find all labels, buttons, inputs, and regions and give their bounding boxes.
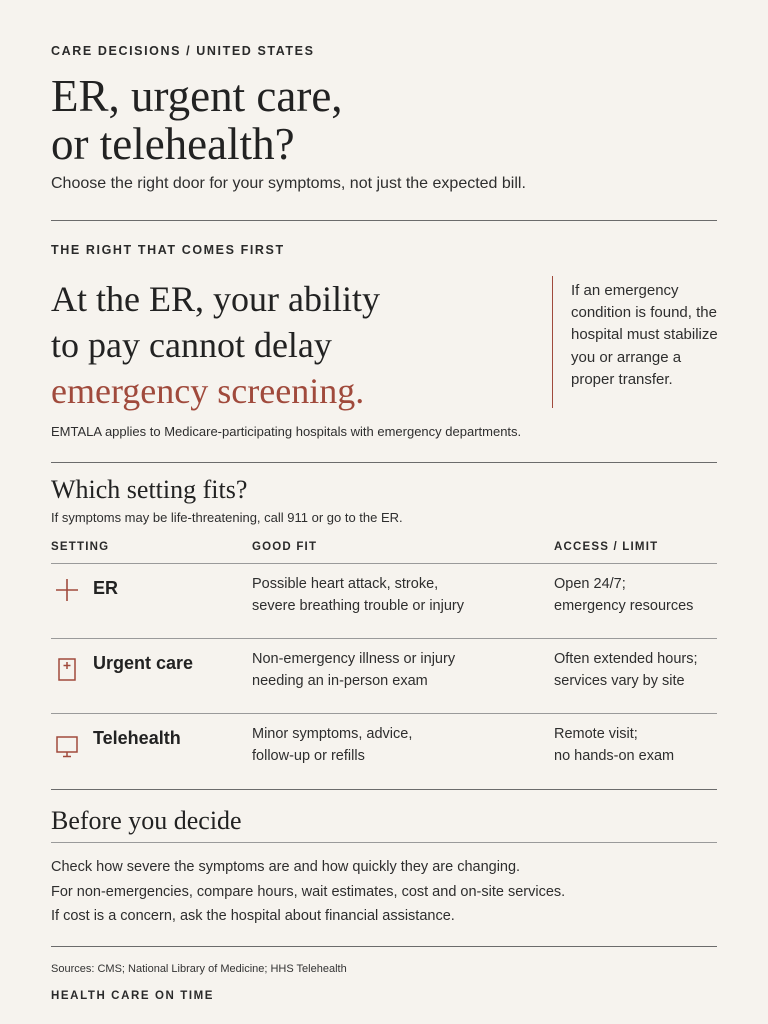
tip-item: Check how severe the symptoms are and how quickly they are changing.: [51, 859, 521, 875]
column-header-good-fit: GOOD FIT: [252, 541, 318, 553]
table-rule: [51, 638, 717, 639]
rights-headline-line-1: At the ER, your ability: [51, 279, 380, 319]
access-line: services vary by site: [554, 673, 685, 689]
access-cell: [554, 723, 674, 767]
setting-name: Telehealth: [93, 728, 181, 748]
settings-subheading: If symptoms may be life-threatening, call 911 or go to the ER.: [51, 510, 403, 525]
good-fit-line: needing an in-person exam: [252, 673, 428, 689]
good-fit-cell: [252, 573, 464, 617]
divider: [51, 462, 717, 463]
divider: [51, 946, 717, 947]
rights-headline-line-2: to pay cannot delay: [51, 325, 332, 365]
footer-brand: HEALTH CARE ON TIME: [51, 990, 215, 1002]
setting-name: Urgent care: [93, 653, 194, 673]
good-fit-cell: [252, 648, 455, 692]
column-header-access: ACCESS / LIMIT: [554, 541, 659, 553]
aside-accent-bar: [552, 276, 553, 408]
title-line-2: or telehealth?: [51, 119, 295, 169]
title-line-1: ER, urgent care,: [51, 71, 343, 121]
page-title: [51, 72, 343, 168]
table-rule: [51, 563, 717, 564]
good-fit-line: Non-emergency illness or injury: [252, 651, 456, 667]
access-line: Remote visit;: [554, 726, 638, 742]
rights-headline-accent: emergency screening.: [51, 371, 365, 411]
setting-name: ER: [93, 578, 119, 598]
good-fit-line: follow-up or refills: [252, 748, 365, 764]
rights-kicker: THE RIGHT THAT COMES FIRST: [51, 243, 285, 257]
divider: [51, 842, 717, 843]
tip-item: If cost is a concern, ask the hospital about financial assistance.: [51, 908, 455, 924]
rights-aside: If an emergency condition is found, the hospital must stabilize you or arrange a proper transfer.: [571, 282, 718, 388]
table-row-urgent-care: [51, 640, 717, 715]
before-heading: Before you decide: [51, 806, 242, 835]
access-line: Open 24/7;: [554, 576, 626, 592]
divider: [51, 220, 717, 221]
column-header-setting: SETTING: [51, 541, 110, 553]
emtala-note: EMTALA applies to Medicare-participating hospitals with emergency departments.: [51, 424, 522, 439]
plus-cross-icon: [55, 578, 79, 602]
section-kicker: CARE DECISIONS / UNITED STATES: [51, 44, 315, 58]
monitor-icon: [55, 734, 79, 758]
clinic-building-icon: [55, 657, 79, 681]
rights-headline: [51, 276, 380, 414]
access-line: emergency resources: [554, 598, 694, 614]
access-cell: [554, 573, 693, 617]
divider: [51, 789, 717, 790]
access-line: Often extended hours;: [554, 651, 698, 667]
good-fit-line: Minor symptoms, advice,: [252, 726, 413, 742]
table-row-er: [51, 565, 717, 640]
sources-note: Sources: CMS; National Library of Medicine; HHS Telehealth: [51, 963, 347, 975]
table-rule: [51, 713, 717, 714]
settings-heading: Which setting fits?: [51, 475, 248, 504]
good-fit-line: Possible heart attack, stroke,: [252, 576, 439, 592]
good-fit-cell: [252, 723, 412, 767]
access-cell: [554, 648, 698, 692]
tip-item: For non-emergencies, compare hours, wait estimates, cost and on-site services.: [51, 883, 566, 900]
page-subtitle: Choose the right door for your symptoms, not just the expected bill.: [51, 175, 526, 192]
table-row-telehealth: [51, 715, 717, 790]
tips-list: [51, 855, 565, 929]
access-line: no hands-on exam: [554, 748, 675, 764]
good-fit-line: severe breathing trouble or injury: [252, 598, 464, 614]
